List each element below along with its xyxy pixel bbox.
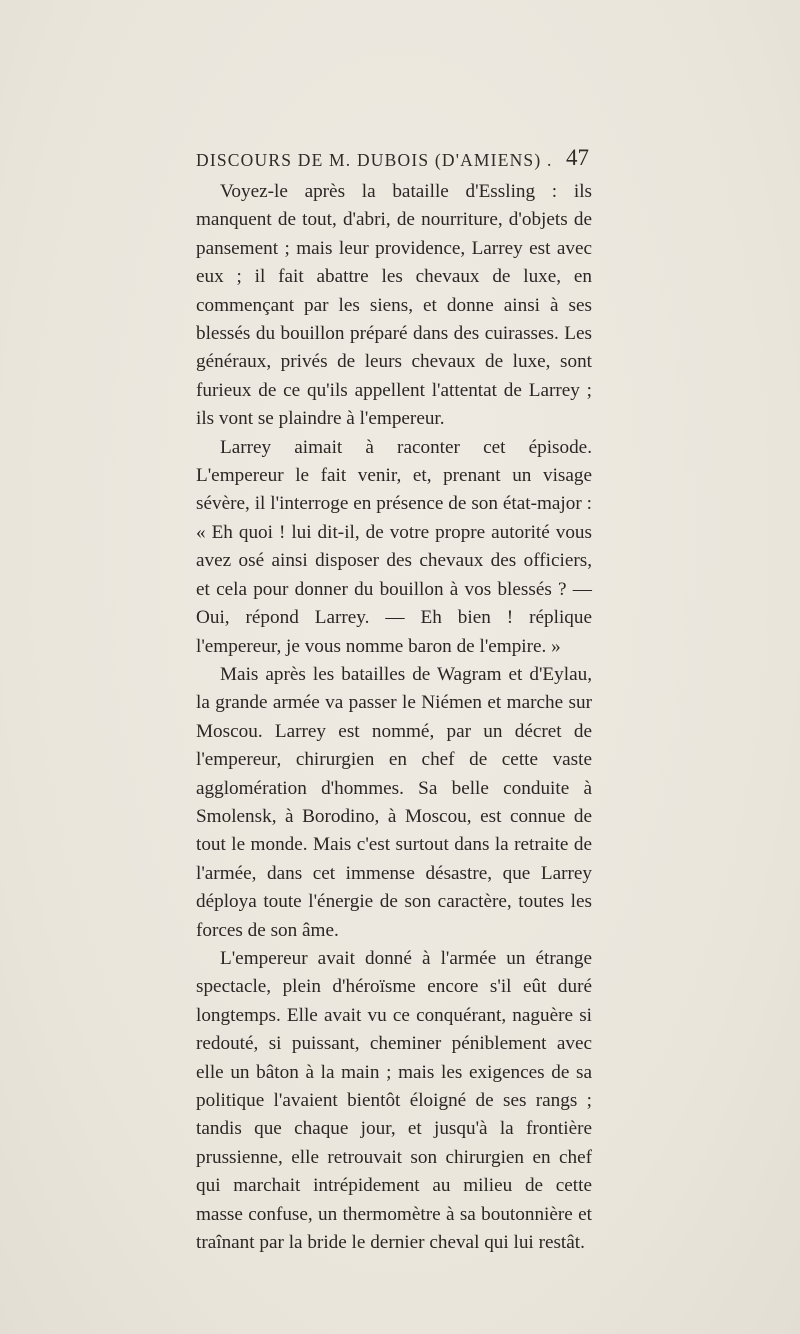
body-text [196, 178, 592, 1257]
paragraph-retraite: L'empereur avait donné à l'armée un étrange spectacle, plein d'héroïsme encore s'il eût duré longtemps. Elle avait vu ce conquérant, naguère si redouté, si puissant, cheminer péniblement avec elle un bâton à la main ; mais les exigences de sa politique l'avaient bientôt éloigné de ses rangs ; tandis que chaque jour, et jusqu'à la frontière prussienne, elle retrouvait son chirurgien en chef qui marchait intrépidement au milieu de cette masse confuse, un thermomètre à sa boutonnière et traînant par la bride le dernier cheval qui lui restât. [196, 947, 592, 1254]
paragraph-baron: Larrey aimait à raconter cet épisode. L'empereur le fait venir, et, prenant un visage sévère, il l'interroge en présence de son état-major : « Eh quoi ! lui dit-il, de votre propre autorité vous avez osé ainsi disposer des chevaux des officiers, et cela pour donner du bouillon à vos blessés ? — Oui, répond Larrey. — Eh bien ! réplique l'empereur, je vous nomme baron de l'empire. » [196, 436, 592, 657]
paragraph-moscou: Mais après les batailles de Wagram et d'Eylau, la grande armée va passer le Niémen et marche sur Moscou. Larrey est nommé, par un décret de l'empereur, chirurgien en chef de cette vaste agglomération d'hommes. Sa belle conduite à Smolensk, à Borodino, à Moscou, est connue de tout le monde. Mais c'est surtout dans la retraite de l'armée, dans cet immense désastre, que Larrey déploya toute l'énergie de son caractère, toutes les forces de son âme. [196, 663, 592, 941]
paragraph-essling: Voyez-le après la bataille d'Essling : ils manquent de tout, d'abri, de nourriture, d'objets de pansement ; mais leur providence, Larrey est avec eux ; il fait abattre les chevaux de luxe, en commençant par les siens, et donne ainsi à ses blessés du bouillon préparé dans des cuirasses. Les généraux, privés de leurs chevaux de luxe, sont furieux de ce qu'ils appellent l'attentat de Larrey ; ils vont se plaindre à l'empereur. [196, 181, 592, 430]
page-number: 47 [566, 145, 589, 170]
running-title: DISCOURS DE M. DUBOIS (D'AMIENS) . [196, 150, 553, 170]
